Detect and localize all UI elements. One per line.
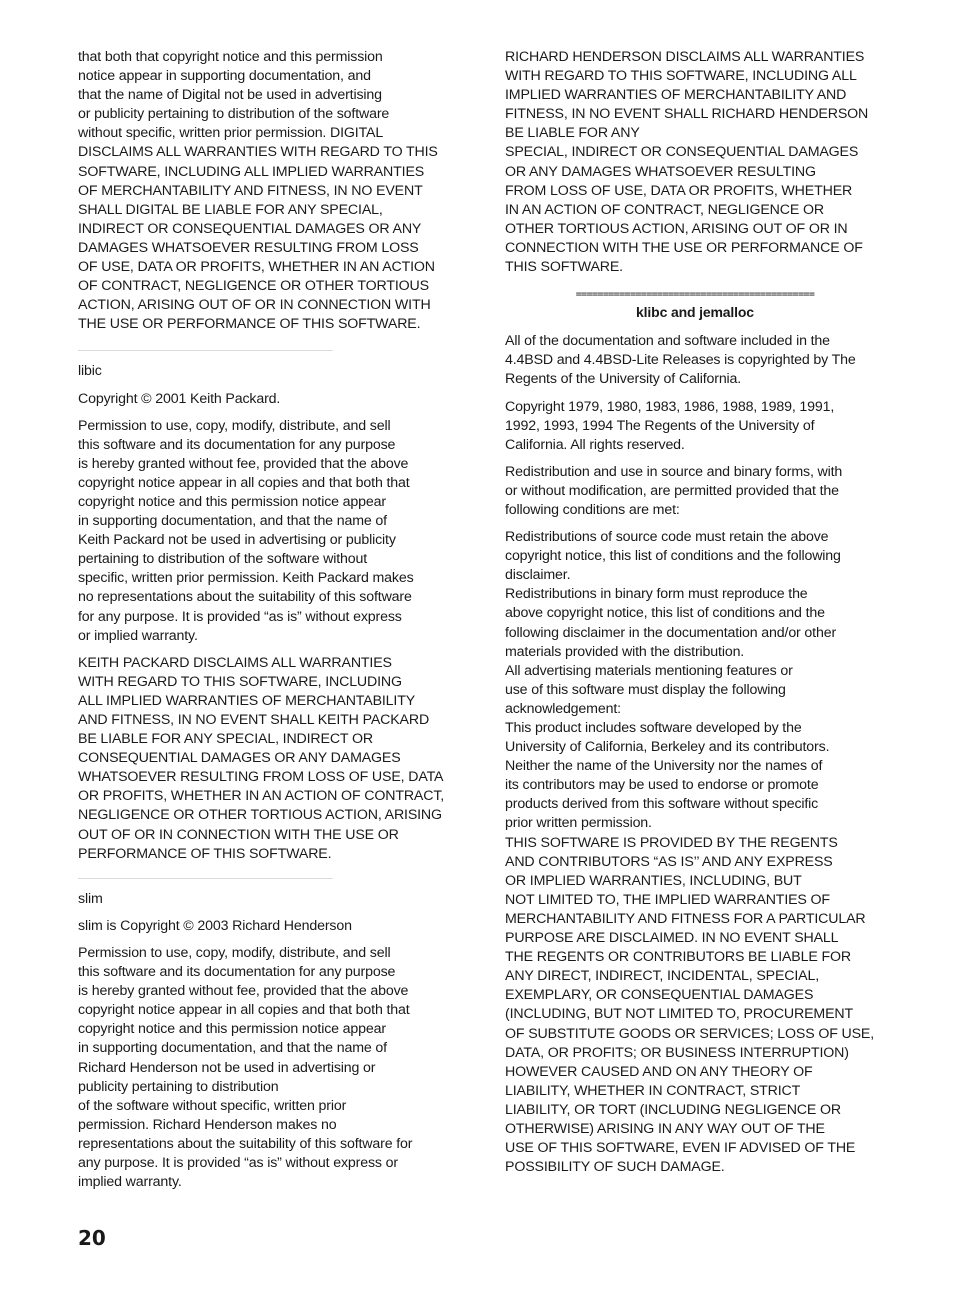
digital-license-text: that both that copyright notice and this permission notice appear in supporting documentation, and that the name of Digital not be used in advertising or publicity pertaining to distribution of the software without specific, written prior permission. DIGITAL DISCLAIMS ALL WARRANTIES WITH REGARD TO THIS SOFTWARE, INCLUDING ALL IMPLIED WARRANTIES OF MERCHANTABILITY AND FITNESS, IN NO EVENT SHALL DIGITAL BE LIABLE FOR ANY SPECIAL, INDIRECT OR CONSEQUENTIAL DAMAGES OR ANY DAMAGES WHATSOEVER RESULTING FROM LOSS OF USE, DATA OR PROFITS, WHETHER IN AN ACTION OF CONTRACT, NEGLIGENCE OR OTHER TORTIOUS ACTION, ARISING OUT OF OR IN CONNECTION WITH THE USE OR PERFORMANCE OF THIS SOFTWARE.: [78, 49, 438, 333]
klibc-acknowledgement: This product includes software developed by the University of California, Berkeley and its contributors.: [505, 720, 830, 756]
section-title-klibc: klibc and jemalloc: [636, 304, 754, 321]
klibc-paragraph: Redistribution and use in source and binary forms, with or without modification, are permitted provided that the following conditions are met:: [505, 463, 843, 518]
slim-disclaimer: RICHARD HENDERSON DISCLAIMS ALL WARRANTIES WITH REGARD TO THIS SOFTWARE, INCLUDING ALL IMPLIED WARRANTIES OF MERCHANTABILITY AND FITNESS, IN NO EVENT SHALL RICHARD HENDERSON BE LIABLE FOR ANY SPECIAL, INDIRECT OR CONSEQUENTIAL DAMAGES OR ANY DAMAGES WHATSOEVER RESULTING FROM LOSS OF USE, DATA OR PROFITS, WHETHER IN AN ACTION OF CONTRACT, NEGLIGENCE OR OTHER TORTIOUS ACTION, ARISING OUT OF OR IN CONNECTION WITH THE USE OR PERFORMANCE OF THIS SOFTWARE.: [505, 49, 869, 276]
slim-copyright: slim is Copyright © 2003 Richard Henderson: [78, 917, 352, 934]
libic-copyright: Copyright © 2001 Keith Packard.: [78, 390, 281, 407]
klibc-condition: Redistributions of source code must retain the above copyright notice, this list of conditions and the following disclaimer.: [505, 529, 841, 584]
section-divider: ============================================: [575, 289, 815, 301]
klibc-condition: Redistributions in binary form must reproduce the above copyright notice, this list of conditions and the following disclaimer in the documentation and/or other materials provided with the distribution.: [505, 586, 837, 660]
klibc-disclaimer: THIS SOFTWARE IS PROVIDED BY THE REGENTS AND CONTRIBUTORS “AS IS’’ AND ANY EXPRESS OR IMPLIED WARRANTIES, INCLUDING, BUT NOT LIMITED TO, THE IMPLIED WARRANTIES OF MERCHANTABILITY AND FITNESS FOR A PARTICULAR PURPOSE ARE DISCLAIMED. IN NO EVENT SHALL THE REGENTS OR CONTRIBUTORS BE LIABLE FOR ANY DIRECT, INDIRECT, INCIDENTAL, SPECIAL, EXEMPLARY, OR CONSEQUENTIAL DAMAGES (INCLUDING, BUT NOT LIMITED TO, PROCUREMENT OF SUBSTITUTE GOODS OR SERVICES; LOSS OF USE, DATA, OR PROFITS; OR BUSINESS INTERRUPTION) HOWEVER CAUSED AND ON ANY THEORY OF LIABILITY, WHETHER IN CONTRACT, STRICT LIABILITY, OR TORT (INCLUDING NEGLIGENCE OR OTHERWISE) ARISING IN ANY WAY OUT OF THE USE OF THIS SOFTWARE, EVEN IF ADVISED OF THE POSSIBILITY OF SUCH DAMAGE.: [505, 834, 875, 1176]
klibc-condition: All advertising materials mentioning features or use of this software must display the following acknowledgement:: [505, 662, 793, 717]
libic-disclaimer: KEITH PACKARD DISCLAIMS ALL WARRANTIES WITH REGARD TO THIS SOFTWARE, INCLUDING ALL IMPLIED WARRANTIES OF MERCHANTABILITY AND FITNESS, IN NO EVENT SHALL KEITH PACKARD BE LIABLE FOR ANY SPECIAL, INDIRECT OR CONSEQUENTIAL DAMAGES OR ANY DAMAGES WHATSOEVER RESULTING FROM LOSS OF USE, DATA OR PROFITS, WHETHER IN AN ACTION OF CONTRACT, NEGLIGENCE OR OTHER TORTIOUS ACTION, ARISING OUT OF OR IN CONNECTION WITH THE USE OR PERFORMANCE OF THIS SOFTWARE.: [78, 654, 445, 862]
right-column: [505, 48, 885, 1177]
left-column: [78, 48, 458, 1200]
page-number: 20: [78, 1226, 106, 1250]
section-divider: _______________________________________________: [78, 342, 333, 353]
section-title-libic: libic: [78, 363, 102, 380]
section-title-slim: slim: [78, 890, 103, 907]
slim-permission: Permission to use, copy, modify, distribute, and sell this software and its documentation for any purpose is hereby granted without fee, provided that the above copyright notice appear in all copies and that both that copyright notice and this permission notice appear in supporting documentation, and that the name of Richard Henderson not be used in advertising or publicity pertaining to distribution of the software without specific, written prior permission. Richard Henderson makes no representations about the suitability of this software for any purpose. It is provided “as is” without express or implied warranty.: [78, 944, 413, 1191]
section-divider: _______________________________________________: [78, 869, 333, 880]
klibc-condition: Neither the name of the University nor the names of its contributors may be used to endorse or promote products derived from this software without specific prior written permission.: [505, 758, 823, 832]
libic-permission: Permission to use, copy, modify, distribute, and sell this software and its documentation for any purpose is hereby granted without fee, provided that the above copyright notice appear in all copies and that both that copyright notice and this permission notice appear in supporting documentation, and that the name of Keith Packard not be used in advertising or publicity pertaining to distribution of the software without specific, written prior permission. Keith Packard makes no representations about the suitability of this software for any purpose. It is provided “as is” without express or implied warranty.: [78, 417, 414, 644]
klibc-paragraph: All of the documentation and software included in the 4.4BSD and 4.4BSD-Lite Releases is copyrighted by The Regents of the University of California.: [505, 333, 856, 388]
klibc-paragraph: Copyright 1979, 1980, 1983, 1986, 1988, 1989, 1991, 1992, 1993, 1994 The Regents of the University of California. All rights reserved.: [505, 398, 835, 453]
